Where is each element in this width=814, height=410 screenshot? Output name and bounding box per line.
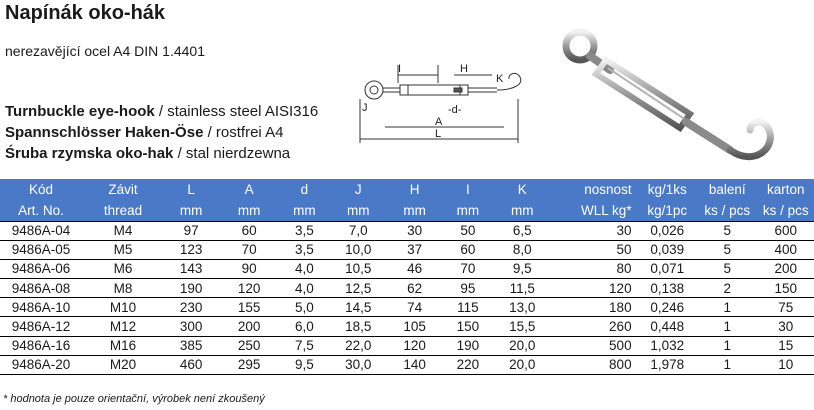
col-header: Kód — [28, 182, 54, 197]
table-cell: 14,5 — [329, 298, 387, 317]
table-cell: 460 — [164, 355, 218, 374]
table-cell: 1 — [697, 336, 757, 355]
table-cell: 150 — [758, 279, 814, 298]
table-cell: 9,5 — [280, 355, 329, 374]
table-cell: 0,026 — [638, 221, 697, 240]
table-cell: 260 — [550, 317, 637, 336]
table-cell: M10 — [82, 298, 164, 317]
table-cell: 80 — [550, 259, 637, 278]
table-cell: 190 — [442, 336, 494, 355]
footnote: * hodnota je pouze orientační, výrobek není zkoušený — [3, 393, 265, 405]
table-cell: 10,0 — [329, 240, 387, 259]
name-german: Spannschlösser Haken-Öse / rostfrei A4 — [5, 124, 284, 141]
table-cell: 9486A-06 — [0, 259, 82, 278]
table-cell: 9486A-04 — [0, 221, 82, 240]
table-cell: 180 — [550, 298, 637, 317]
table-cell: 143 — [164, 259, 218, 278]
table-cell: 95 — [442, 279, 494, 298]
table-cell: 4,0 — [280, 279, 329, 298]
table-cell: 250 — [218, 336, 280, 355]
table-cell: 123 — [164, 240, 218, 259]
col-subheader: Art. No. — [18, 202, 64, 218]
table-cell: 20,0 — [494, 336, 550, 355]
table-cell: 155 — [218, 298, 280, 317]
table-cell: 9486A-10 — [0, 298, 82, 317]
table-cell: 5 — [697, 240, 757, 259]
table-cell: 120 — [218, 279, 280, 298]
table-cell: 4,0 — [280, 259, 329, 278]
col-subheader: mm — [346, 202, 370, 218]
table-cell: 800 — [550, 355, 637, 374]
col-header: L — [187, 182, 195, 197]
table-cell: 0,039 — [638, 240, 697, 259]
table-cell: 12,5 — [329, 279, 387, 298]
table-cell: M5 — [82, 240, 164, 259]
table-cell: 6,0 — [280, 317, 329, 336]
table-cell: 10,5 — [329, 259, 387, 278]
col-header: Závit — [108, 182, 138, 197]
table-cell: 13,0 — [494, 298, 550, 317]
table-cell: 46 — [387, 259, 441, 278]
table-cell: 500 — [550, 336, 637, 355]
table-cell: 60 — [218, 221, 280, 240]
table-cell: M16 — [82, 336, 164, 355]
col-subheader: mm — [179, 202, 203, 218]
col-subheader: mm — [237, 202, 261, 218]
table-cell: 7,0 — [329, 221, 387, 240]
table-cell: 30 — [387, 221, 441, 240]
table-cell: 10 — [758, 355, 814, 374]
label-A: A — [435, 116, 443, 128]
table-cell: 15,5 — [494, 317, 550, 336]
table-cell: 120 — [550, 279, 637, 298]
col-subheader: mm — [511, 202, 534, 218]
table-cell: 15 — [758, 336, 814, 355]
name-polish: Śruba rzymska oko-hak / stal nierdzewna — [5, 145, 291, 162]
table-cell: 1,032 — [638, 336, 697, 355]
table-cell: 20,0 — [494, 355, 550, 374]
table-row — [0, 279, 814, 298]
dimension-drawing — [352, 55, 532, 150]
col-subheader: thread — [103, 202, 143, 218]
table-cell: 400 — [758, 240, 814, 259]
col-header: kg/1ks — [647, 182, 687, 197]
table-cell: 1,978 — [638, 355, 697, 374]
col-header: nosnost — [584, 182, 632, 197]
col-subheader: mm — [403, 202, 426, 218]
table-row — [0, 221, 814, 240]
label-I: I — [398, 63, 402, 75]
product-title: Napínák oko-hák — [5, 2, 166, 24]
table-cell: 0,138 — [638, 279, 697, 298]
col-subheader: ks / pcs — [704, 202, 751, 218]
table-cell: 0,448 — [638, 317, 697, 336]
table-cell: 60 — [442, 240, 494, 259]
table-row — [0, 240, 814, 259]
table-cell: 5,0 — [280, 298, 329, 317]
col-subheader: mm — [456, 202, 480, 218]
col-header: d — [300, 182, 309, 197]
table-cell: 9486A-05 — [0, 240, 82, 259]
col-subheader: mm — [293, 202, 316, 218]
col-subheader: kg/1pc — [647, 202, 688, 218]
table-cell: 600 — [758, 221, 814, 240]
table-cell: 200 — [758, 259, 814, 278]
table-cell: 3,5 — [280, 240, 329, 259]
table-row — [0, 317, 814, 336]
table-cell: 3,5 — [280, 221, 329, 240]
table-cell: 30,0 — [329, 355, 387, 374]
table-cell: M12 — [82, 317, 164, 336]
spec-table — [0, 179, 814, 375]
table-cell: 30 — [758, 317, 814, 336]
col-header: A — [244, 182, 254, 197]
table-cell: 50 — [550, 240, 637, 259]
col-header: J — [354, 182, 362, 197]
table-cell: 1 — [697, 355, 757, 374]
col-header: H — [409, 182, 420, 197]
table-cell: 11,5 — [494, 279, 550, 298]
table-cell: 7,5 — [280, 336, 329, 355]
table-cell: 1 — [697, 317, 757, 336]
product-photo — [540, 18, 790, 168]
label-J: J — [362, 102, 368, 114]
label-d: -d- — [448, 104, 462, 116]
label-L: L — [435, 128, 442, 140]
table-row — [0, 259, 814, 278]
table-cell: 0,246 — [638, 298, 697, 317]
table-cell: 9486A-16 — [0, 336, 82, 355]
table-cell: 190 — [164, 279, 218, 298]
table-row — [0, 298, 814, 317]
table-cell: M8 — [82, 279, 164, 298]
table-cell: 70 — [442, 259, 494, 278]
col-header: I — [466, 182, 470, 197]
table-cell: 230 — [164, 298, 218, 317]
table-cell: M4 — [82, 221, 164, 240]
table-cell: 70 — [218, 240, 280, 259]
table-cell: 30 — [550, 221, 637, 240]
col-header: karton — [766, 182, 805, 197]
table-cell: 8,0 — [494, 240, 550, 259]
table-cell: 150 — [442, 317, 494, 336]
label-H: H — [460, 63, 468, 75]
table-cell: 295 — [218, 355, 280, 374]
table-cell: 300 — [164, 317, 218, 336]
table-cell: 0,071 — [638, 259, 697, 278]
table-cell: 5 — [697, 221, 757, 240]
table-cell: 2 — [697, 279, 757, 298]
table-cell: 115 — [442, 298, 494, 317]
table-cell: 220 — [442, 355, 494, 374]
name-english: Turnbuckle eye-hook / stainless steel AISI316 — [5, 103, 319, 120]
table-cell: 9,5 — [494, 259, 550, 278]
table-cell: M20 — [82, 355, 164, 374]
table-cell: 9486A-20 — [0, 355, 82, 374]
table-header-row-2 — [0, 200, 814, 221]
col-subheader: ks / pcs — [762, 202, 809, 218]
table-cell: 140 — [387, 355, 441, 374]
table-cell: 9486A-08 — [0, 279, 82, 298]
table-cell: 22,0 — [329, 336, 387, 355]
label-K: K — [496, 73, 504, 85]
table-cell: 120 — [387, 336, 441, 355]
col-header: balení — [708, 182, 746, 197]
table-cell: 105 — [387, 317, 441, 336]
table-row — [0, 336, 814, 355]
table-header-row-1 — [0, 179, 814, 200]
table-cell: 6,5 — [494, 221, 550, 240]
table-cell: 200 — [218, 317, 280, 336]
table-cell: 1 — [697, 298, 757, 317]
table-cell: 385 — [164, 336, 218, 355]
table-cell: M6 — [82, 259, 164, 278]
table-cell: 18,5 — [329, 317, 387, 336]
table-cell: 37 — [387, 240, 441, 259]
table-cell: 75 — [758, 298, 814, 317]
col-header: K — [517, 182, 527, 197]
table-row — [0, 355, 814, 374]
col-subheader: WLL kg* — [581, 202, 632, 218]
table-cell: 9486A-12 — [0, 317, 82, 336]
table-cell: 50 — [442, 221, 494, 240]
table-cell: 5 — [697, 259, 757, 278]
product-subtitle: nerezavějící ocel A4 DIN 1.4401 — [5, 43, 206, 59]
table-cell: 74 — [387, 298, 441, 317]
table-cell: 62 — [387, 279, 441, 298]
table-cell: 90 — [218, 259, 280, 278]
table-cell: 97 — [164, 221, 218, 240]
